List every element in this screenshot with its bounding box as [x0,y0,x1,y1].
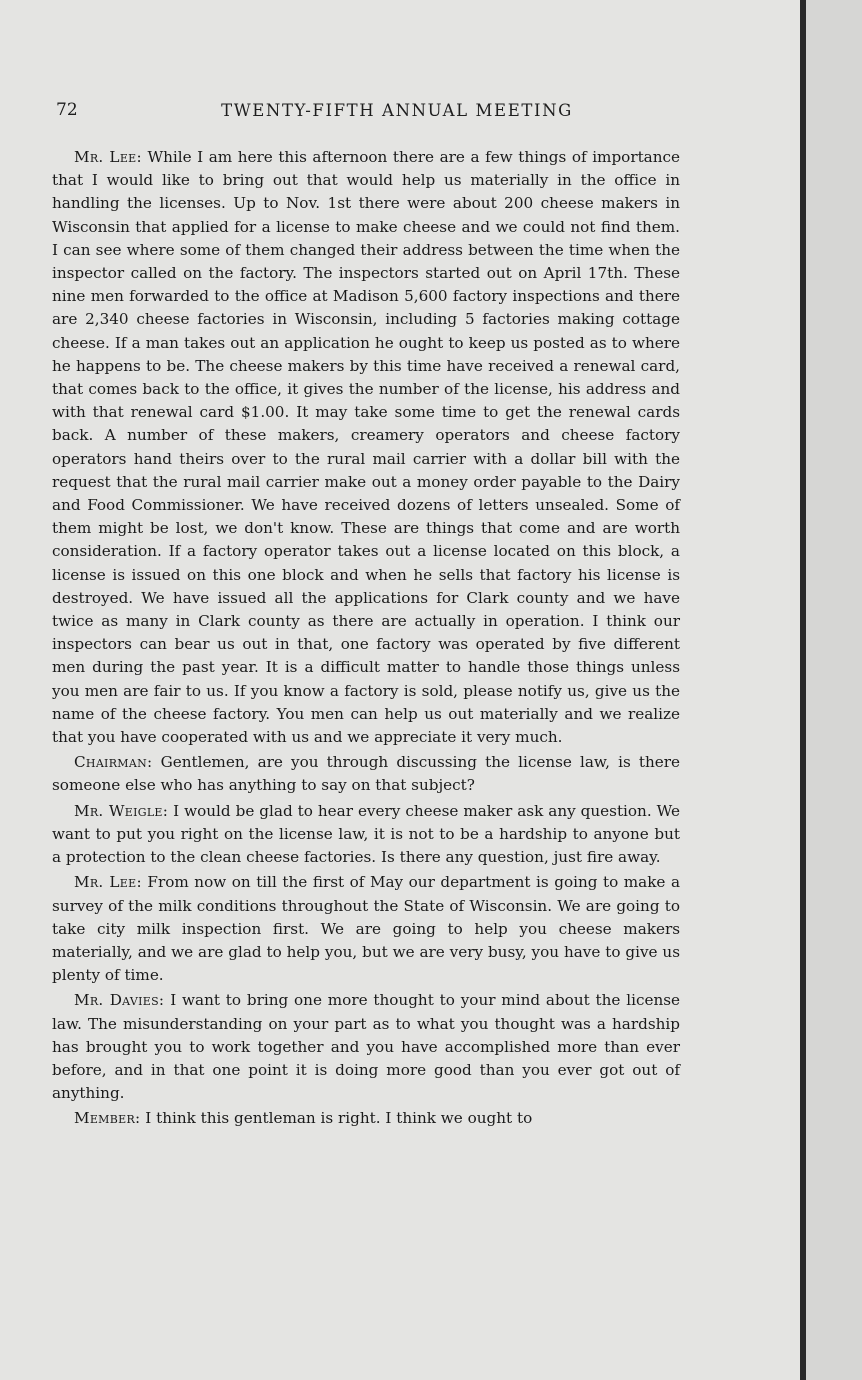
paragraph [52,800,680,870]
facing-page-edge [806,0,862,1380]
speaker-name: Mr. Lee: [74,148,142,166]
paragraph [52,871,680,987]
page-header [56,100,678,126]
paragraph-text: From now on till the first of May our department is going to make a survey of the milk conditions throughout the State of Wisconsin. We are going to take city milk inspection first. We are going to help you cheese makers materially, and we are glad to help you, but we are very busy, you have to give us plenty of time. [52,873,681,985]
paragraph-text: I would be glad to hear every cheese maker ask any question. We want to put you right on the license law, it is not to be a hardship to anyone but a protection to the clean cheese factories. Is there any question, just fire away. [52,801,680,867]
speaker-name: Mr. Lee: [74,873,142,892]
speaker-name: Chairman: [74,753,153,772]
paragraph [52,146,680,749]
paragraph-text: Gentlemen, are you through discussing the license law, is there someone else who has anything to say on that subject? [52,753,681,795]
speaker-name: Mr. Davies: [74,991,165,1010]
paragraph [52,751,680,797]
paragraph [52,1107,680,1130]
page-number: 72 [56,100,78,120]
paragraph-text: I think this gentleman is right. I think we ought to [145,1109,533,1128]
body-text [52,146,680,1133]
paragraph [52,989,680,1105]
running-title: TWENTY-FIFTH ANNUAL MEETING [221,101,573,120]
paragraph-text: While I am here this afternoon there are a few things of importance that I would like to bring out that would help us materially in the office in handling the licenses. Up to Nov. 1st there were about 200 cheese makers in Wisconsin that applied for a license to make cheese and we could not find them. I can see where some of them changed their address between the time when the inspector called on the factory. The inspectors started out on April 17th. These nine men forwarded to the office at Madison 5,600 factory inspections and there are 2,340 cheese factories in Wisconsin, including 5 factories making cottage cheese. If a man takes out an application he ought to keep us posted as to where he happens to be. The cheese makers by this time have received a renewal card, that comes back to the office, it gives the number of the license, his address and with that renewal card $1.00. It may take some time to get the renewal cards back. A number of these makers, creamery operators and cheese factory operators hand theirs over to the rural mail carrier with a dollar bill with the request that the rural mail carrier make out a money order payable to the Dairy and Food Commissioner. We have received dozens of letters unsealed. Some of them might be lost, we don't know. These are things that come and are worth consideration. If a factory operator takes out a license located on this block, a license is issued on this one block and when he sells that factory his license is destroyed. We have issued all the applications for Clark county and we have twice as many in Clark county as there are actually in operation. I think our inspectors can bear us out in that, one factory was operated by five different men during the past year. It is a difficult matter to handle those things unless you men are fair to us. If you know a factory is sold, please notify us, give us the name of the cheese factory. You men can help us out materially and we realize that you have cooperated with us and we appreciate it very much. [52,148,681,747]
speaker-name: Mr. Weigle: [74,801,169,820]
speaker-name: Member: [74,1109,141,1128]
paragraph-text: I want to bring one more thought to your mind about the license law. The misunderstanding on your part as to what you thought was a hardship has brought you to work together and you have accomplished more than ever before, and in that one point it is doing more good than you ever got out of anything. [52,991,681,1103]
